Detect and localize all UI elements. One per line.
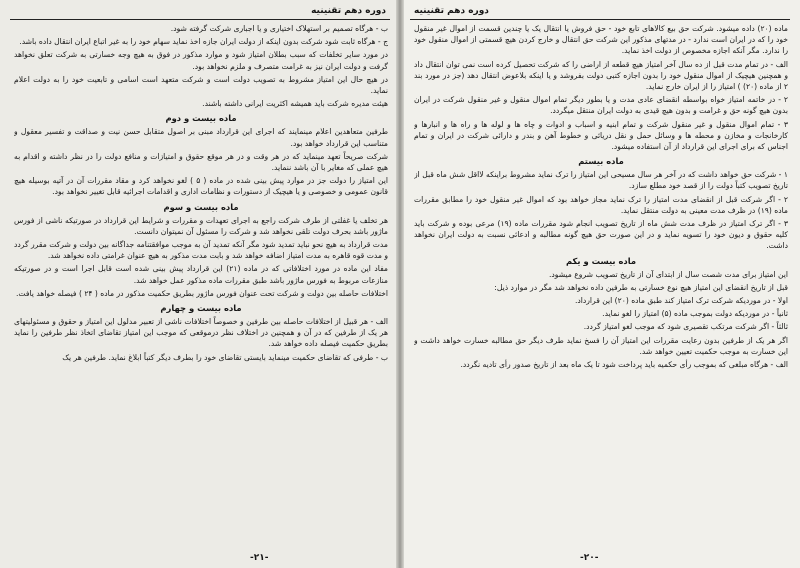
- article-paragraph: طرفین متعاهدین اعلام مینمایند که اجرای این قرارداد مبنی بر اصول متقابل حسن نیت و صداقت و تفسیر معقول و متناسب این قرارداد خواهد بود.: [14, 127, 388, 148]
- running-head: دوره دهم تقنینیه: [311, 6, 386, 16]
- page-number: -۲۰-: [580, 553, 599, 563]
- article-paragraph: اولا - در موردیکه شرکت ترک امتیاز کند طبق ماده (۲۰) این قرارداد.: [574, 296, 788, 306]
- header-rule: [10, 19, 390, 20]
- article-paragraph: اگر هر یک از طرفین بدون رعایت مقررات این امتیاز آن را فسخ نماید طرف دیگر حق مطالبه خسارت خواهد داشت و این خسارت به موجب حکمیت تعیین خواهد شد.: [414, 335, 788, 356]
- page-body: [14, 23, 388, 544]
- article-paragraph: مفاد این ماده در مورد اختلافاتی که در ماده (۲۱) این قرارداد پیش بینی شده است قابل اجرا است و در صورتیکه منازعات مربوط به فورس ماژور باشد طبق مقررات ماده مذکور عمل خواهد شد.: [14, 264, 388, 285]
- article-paragraph: الف - هرگاه مبلغی که بموجب رأی حکمیه باید پرداخت شود تا یک ماه بعد از تاریخ صدور رأی تادیه نگردد.: [460, 360, 788, 370]
- book-gutter: [396, 0, 404, 568]
- article-paragraph: ۳ - اگر ترک امتیاز در ظرف مدت شش ماه از تاریخ تصویب انجام شود مقررات ماده (۱۹) مرعی بوده و شرکت باید کلیه حقوق و دیون خود را تسویه نماید و در این صورت حق هیچ گونه مطالبه و ادعائی نسبت به دولت ایران نخواهد داشت.: [414, 219, 788, 251]
- article-paragraph: ۱ - شرکت حق خواهد داشت که در آخر هر سال مسیحی این امتیاز را ترک نماید مشروط براینکه لااقل شش ماه قبل از تاریخ تصویب کتباً دولت را از قصد خود مطلع سازد.: [414, 170, 788, 191]
- header-rule: [410, 19, 790, 20]
- article-paragraph: قبل از تاریخ انقضای این امتیاز هیچ نوع خسارتی به طرفین داده نخواهد شد مگر در موارد ذیل:: [494, 282, 788, 292]
- clause-paragraph: ب - هرگاه تصمیم بر استهلاک اختیاری و یا اجباری شرکت گرفته شود.: [170, 24, 388, 33]
- page-body: [414, 23, 788, 544]
- article-paragraph: ثالثاً - اگر شرکت مرتکب تقصیری شود که موجب لغو امتیاز گردد.: [583, 322, 788, 332]
- clause-paragraph: در هیچ حال این امتیاز مشروط به تصویب دولت است و شرکت متعهد است اسامی و تابعیت خود را به دولت اعلام نماید.: [14, 74, 388, 96]
- article-paragraph: ثانیاً - در موردیکه دولت بموجب ماده (۵) امتیاز را لغو نماید.: [602, 309, 788, 319]
- article-paragraph: الف - هر قبیل از اختلافات حاصله بین طرفین و خصوصاً اختلافات ناشی از تعبیر مدلول این امتیاز و حقوق و مسئولیتهای هر یک از طرفین که در آن و همچنین در اختلاف نظر درموقعی که موجب این امتیاز تقاضای اتخاذ نظر طرفین را نماید بطریق حکمیت فیصله داده خواهد شد.: [14, 317, 388, 349]
- clause-paragraph: هیئت مدیره شرکت باید همیشه اکثریت ایرانی داشته باشند.: [202, 99, 388, 109]
- right-page: [400, 0, 800, 568]
- running-head: دوره دهم تقنینیه: [414, 6, 489, 16]
- article-paragraph: مدت قرارداد به هیچ نحو نباید تمدید شود مگر آنکه تمدید آن به موجب موافقتنامه جداگانه بین دولت و شرکت مقرر گردد و مدت قوه قاهره به مدت امتیاز اضافه خواهد شد و بابت مدت مذکور به هیچ عنوان غرامتی داده نخواهد شد.: [14, 240, 388, 261]
- article-paragraph: ب - طرفی که تقاضای حکمیت مینماید بایستی تقاضای خود را بطرف دیگر کتباً ابلاغ نماید. طرفین هر یک: [62, 352, 388, 362]
- clause-paragraph: الف - در تمام مدت قبل از ده سال آخر امتیاز هیچ قطعه از اراضی را که شرکت تحصیل کرده است نمی توان انتقال داد و همچنین هیچیک از اموال منقول خود را بدون اجازه کتبی دولت بفروشد و یا اینکه بلاعوض انتقال دهد (جز در مورد بند ۲ از ماده (۲۰) ) امتیاز را از ایران خارج نماید.: [414, 59, 788, 92]
- article-heading: ماده بیست و سوم: [163, 201, 239, 212]
- article-heading: ماده بیست و یکم: [565, 255, 637, 266]
- page-number: -۲۱-: [250, 553, 269, 563]
- clause-paragraph: ۳ - تمام اموال منقول و غیر منقول شرکت و تمام ابنیه و اسباب و ادوات و چاه ها و لوله ها و راه ها و انبارها و کارخانجات و مخازن و محطه ها و وسائل حمل و نقل دریائی و خطوط آهن و بندر و دارائی شرکت در ایران و تمام اجناس که برای اجرای این قرارداد از آن استفاده میشود.: [414, 119, 788, 152]
- article-heading: ماده بیستم: [578, 156, 624, 167]
- article-paragraph: ۲ - اگر شرکت قبل از انقضای مدت امتیاز را ترک نماید مجاز خواهد بود که اموال غیر منقول خود را مطابق مقررات ماده (۱۹) در ظرف مدت معینی به دولت منتقل نماید.: [414, 194, 788, 215]
- article-paragraph: این امتیاز برای مدت شصت سال از ابتدای آن از تاریخ تصویب شروع میشود.: [549, 269, 788, 279]
- clause-paragraph: ج - هرگاه ثابت شود شرکت بدون اینکه از دولت ایران جازه اخذ نماید سهام خود را به غیر اتباع ایران انتقال داده باشد.: [19, 37, 388, 47]
- article-heading: ماده بیست و چهارم: [160, 303, 242, 314]
- article-heading: ماده بیست و دوم: [165, 113, 237, 124]
- clause-paragraph: ۲ - در خاتمه امتیاز خواه بواسطه انقضای عادی مدت و یا بطور دیگر تمام اموال منقول و غیر منقول شرکت در ایران بدون هیچ گونه حق و غرامت و بدون هیچ قیدی به دولت ایران منتقل میگردد.: [414, 95, 788, 116]
- article-paragraph: این امتیاز را دولت جز در موارد پیش بینی شده در ماده ( ۵ ) لغو نخواهد کرد و مقاد مقررات آن در آتیه بوسیله هیچ قانون عمومی و خصوصی و یا هیچیک از دستورات و نظامات اداری و اقدامات اجرائیه قابل تغییر نخواهد بود.: [14, 176, 388, 197]
- clause-paragraph: در مورد سایر تخلفات که سبب بطلان امتیاز شود و موارد مذکور در فوق به هیچ وجه خسارتی به شرکت تعلق نخواهد گرفت و دولت ایران نیز به غرامت متصرف و ملزم نخواهد بود.: [14, 50, 388, 71]
- article-paragraph: شرکت صریحاً تعهد مینماید که در هر وقت و در هر موقع حقوق و امتیازات و منافع دولت را در نظر داشته و اقدام به هیچ عملی که مغایر با آن باشد ننماید.: [14, 151, 388, 173]
- article-paragraph: هر تخلف یا غفلتی از طرف شرکت راجع به اجرای تعهدات و مقررات و شرایط این قرارداد در صورتیکه ناشی از فورس ماژور باشد بحرف دولت تلقی نخواهد شد و شرکت را مسئول آن نمیتوان دانست.: [14, 215, 388, 236]
- article-paragraph: اختلافات حاصله بین دولت و شرکت تحت عنوان فورس ماژور بطریق حکمیت مذکور در ماده ( ۲۴ ) فیصله خواهد یافت.: [15, 288, 388, 298]
- clause-paragraph: ماده (۲۰) داده میشود. شرکت حق بیع کالاهای تابع خود - حق فروش یا انتقال یک یا چندین قسمت از اموال غیر منقول خود را که در ایران است ندارد - در مدتهای مذکور این شرکت حق انتقال و خارج کردن هیچ قسمتی از اموال منقول خود را ندارد. مگر آنکه اجازه مخصوص از دولت اخذ نماید.: [414, 24, 788, 56]
